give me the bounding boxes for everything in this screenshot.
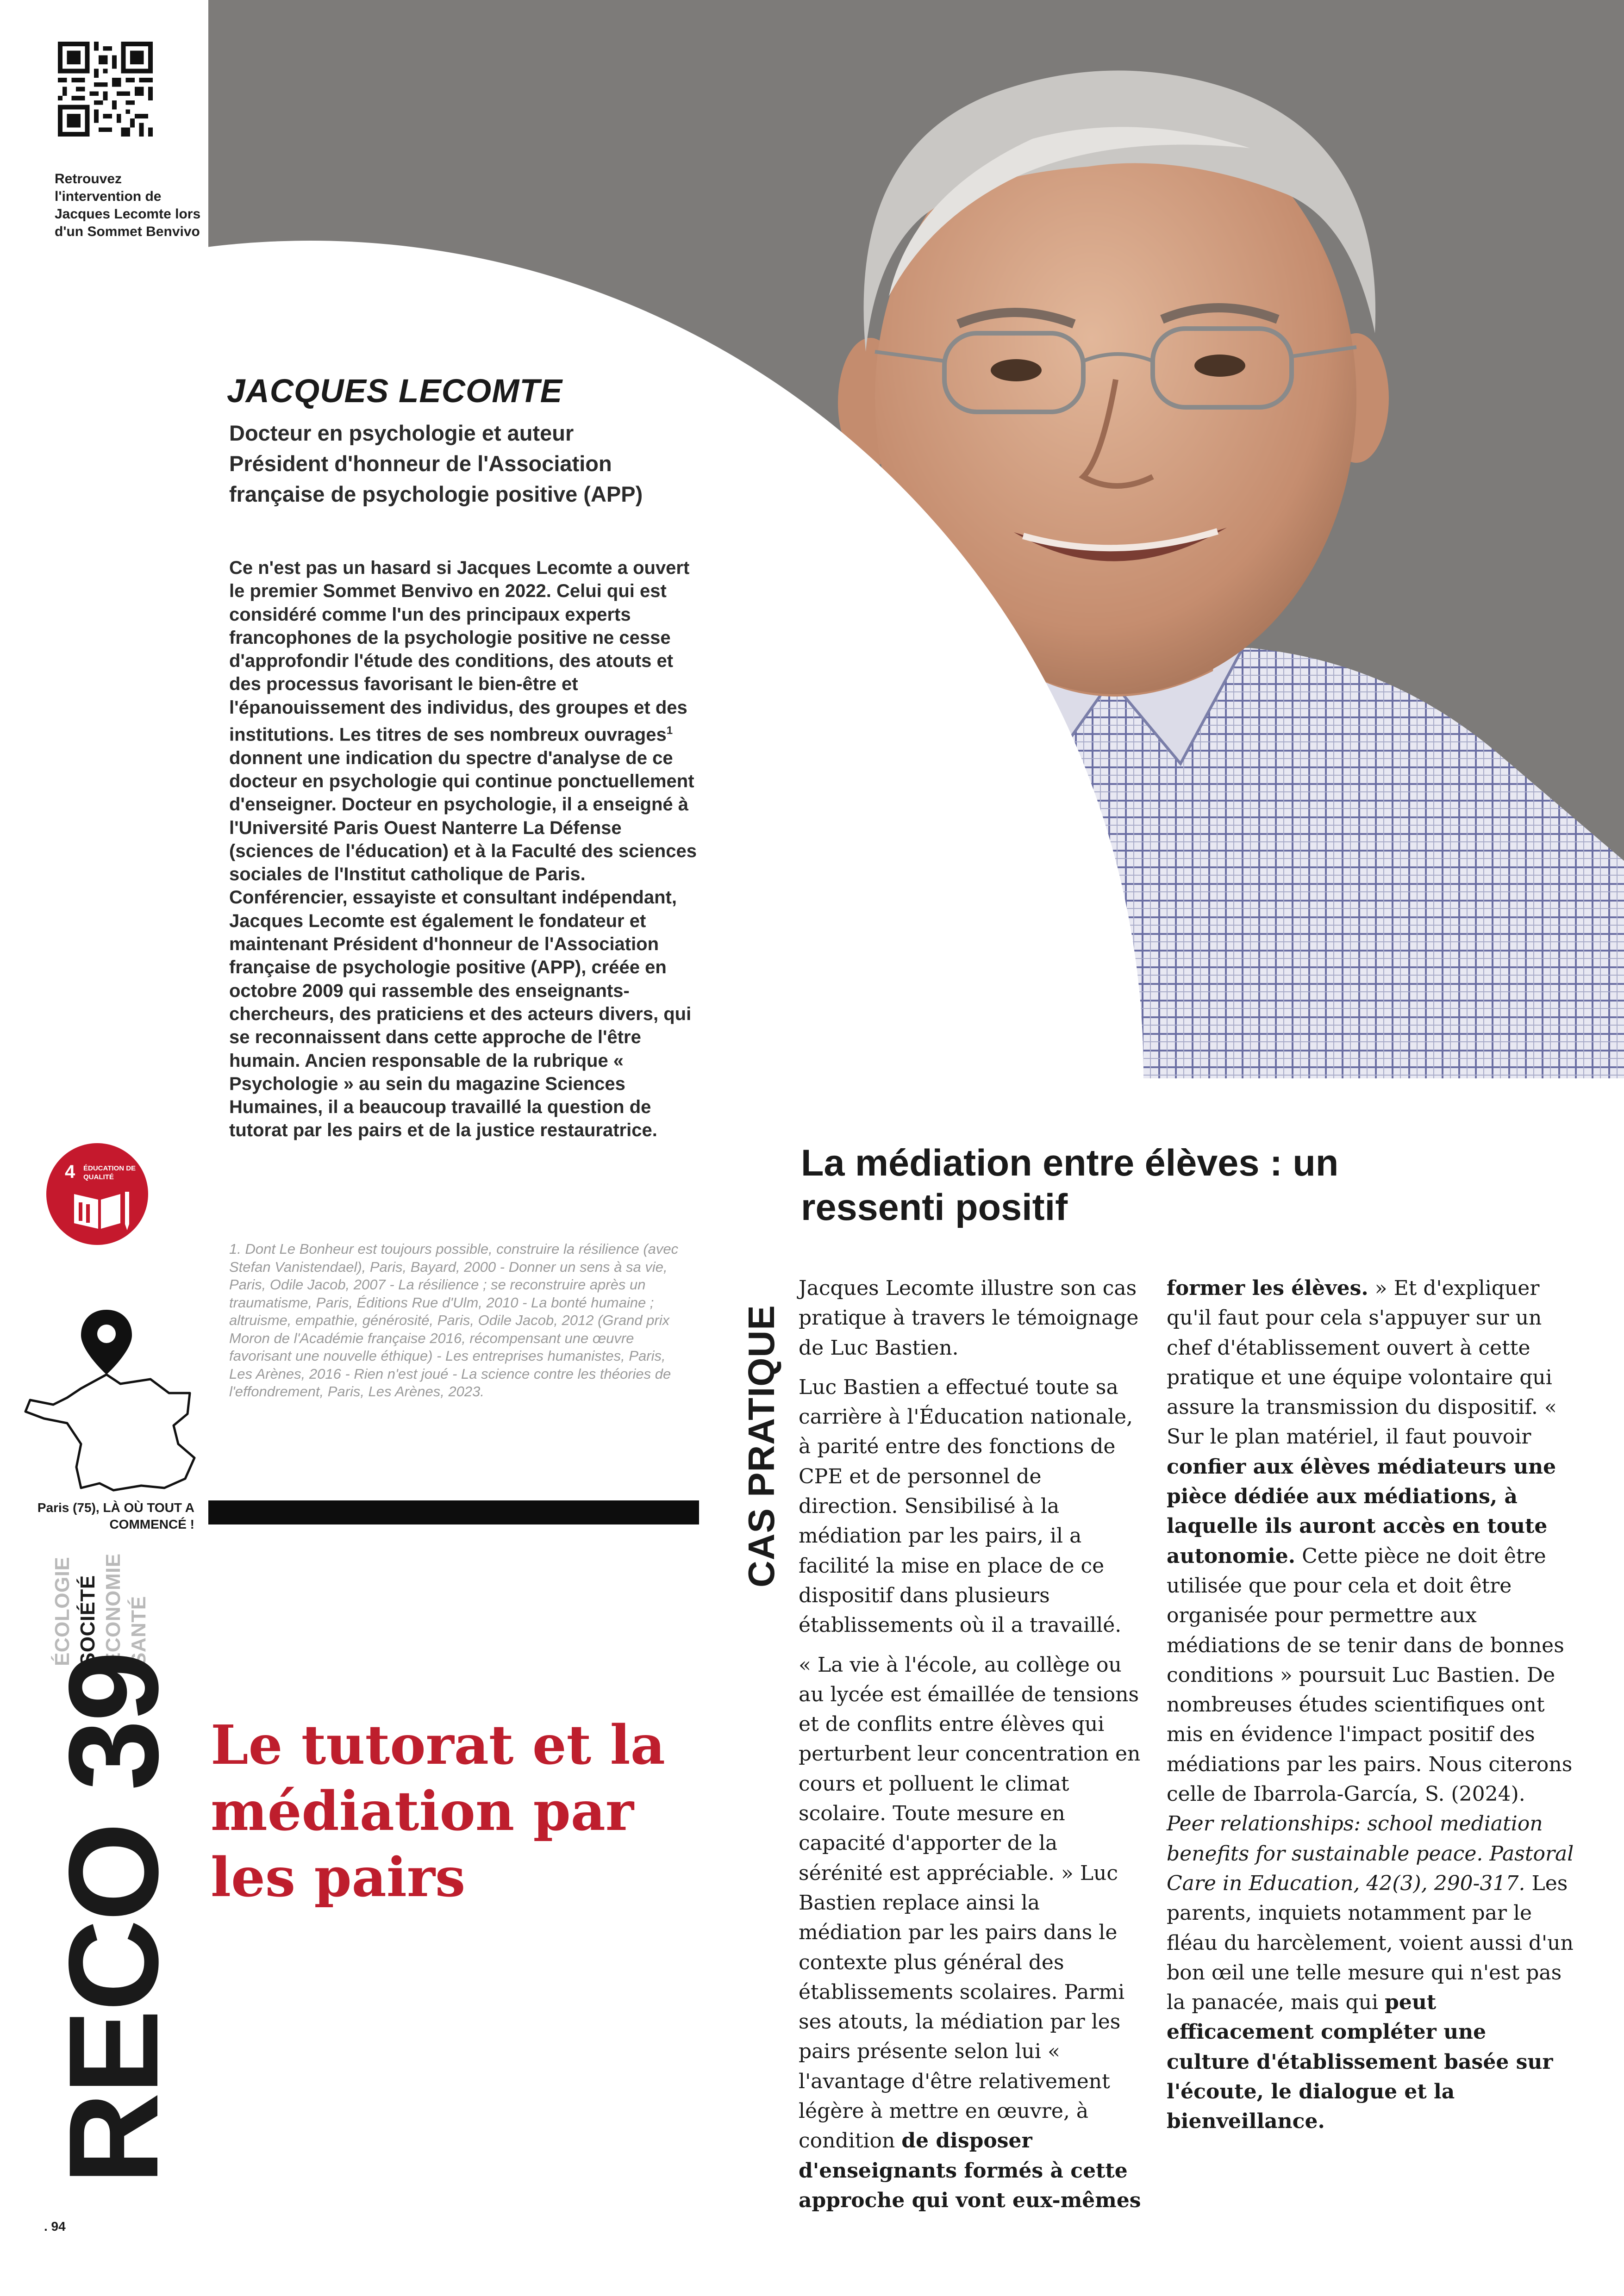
qr-caption: Retrouvez l'intervention de Jacques Lecomte lors d'un Sommet Benvivo [55, 171, 201, 239]
profile-role [229, 418, 701, 510]
case-label: CAS PRATIQUE [741, 1305, 782, 1587]
main-title: Le tutorat et la médiation par les pairs [211, 1714, 665, 1909]
case-column-2 [1167, 1274, 1574, 2147]
sdg-label: ÉDUCATION DE QUALITÉ [83, 1164, 136, 1181]
bio-part-a: Ce n'est pas un hasard si Jacques Lecomte a ouvert le premier Sommet Benvivo en 2022. Celui qui est considéré comme l'un des principaux experts francophones de la psychologie positive ne cesse d'approfondir l'étude des conditions, des atouts et des processus favorisant le bien-être et l'épanouissement des individus, des groupes et des institutions. Les titres de ses nombreux ouvrages [229, 558, 690, 745]
role-line-1: Docteur en psychologie et auteur [229, 421, 574, 445]
case-paragraph: Luc Bastien a effectué toute sa carrière à l'Éducation nationale, à parité entre des fonctions de CPE et de personnel de direction. Sensibilisé à la médiation par les pairs, il a facilité la mise en place de ce dispositif dans plusieurs établissements où il a travaillé. [799, 1375, 1133, 1637]
bio-part-b: donnent une indication du spectre d'analyse de ce docteur en psychologie qui continue ponctuellement d'enseigner. Docteur en psychologie, il a enseigné à l'Université Paris Ouest Nanterre La Défense (sciences de l'éducation) et à la Faculté des sciences sociales de l'Institut catholique de Paris. Conférencier, essayiste et consultant indépendant, Jacques Lecomte est également le fondateur et maintenant Président d'honneur de l'Association française de psychologie positive (APP), créée en octobre 2009 qui rassemble des enseignants-chercheurs, des praticiens et des acteurs divers, qui se reconnaissent dans cette approche de l'être humain. Ancien responsable de la rubrique « Psychologie » au sein du magazine Sciences Humaines, il a beaucoup travaillé la question de tutorat par les pairs et de la justice restauratrice. [229, 747, 697, 1141]
case-text: Cette pièce ne doit être utilisée que pour cela et doit être organisée pour permettre aux médiations de se tenir dans de bonnes conditions » poursuit Luc Bastien. De nombreuses études scientifiques ont mis en évidence l'impact positif des médiations par les pairs. Nous citerons celle de Ibarrola-García, S. (2024). [1167, 1544, 1573, 1806]
reco-label: RECO 39 [43, 1653, 185, 2184]
case-paragraph: Jacques Lecomte illustre son cas pratique à travers le témoignage de Luc Bastien. [799, 1276, 1139, 1360]
footnote-ref[interactable]: 1 [666, 724, 673, 737]
footnote: 1. Dont Le Bonheur est toujours possible, construire la résilience (avec Stefan Vanistendael), Paris, Bayard, 2000 - Donner un sens à sa vie, Paris, Odile Jacob, 2007 - La résilience ; se reconstruire après un traumatisme, Paris, Éditions Rue d'Ulm, 2010 - La bonté humaine ; altruisme, empathie, générosité, Paris, Odile Jacob, 2012 (Grand prix Moron de l'Académie française 2016, récompensant une œuvre favorisant une nouvelle éthique) - Les entreprises humanistes, Paris, Les Arènes, 2016 - Rien n'est joué - La science contre les théories de l'effondrement, Paris, Les Arènes, 2023. [229, 1241, 679, 1400]
case-text: « La vie à l'école, au collège ou au lycée est émaillée de tensions et de conflits entre élèves qui perturbent leur concentration en cours et polluent le climat scolaire. Toute mesure en capacité d'apporter de la sérénité est appréciable. » Luc Bastien replace ainsi la médiation par les pairs dans le contexte plus général des établissements scolaires. Parmi ses atouts, la médiation par les pairs présente selon lui « l'avantage d'être relativement légère à mettre en œuvre, à condition [799, 1653, 1141, 2153]
sdg-number: 4 [65, 1162, 75, 1182]
role-line-2: Président d'honneur de l'Association française de psychologie positive (APP) [229, 451, 643, 506]
topic-economie: ÉCONOMIE [102, 1553, 125, 1666]
case-paragraph [1167, 1274, 1574, 2137]
topic-ecologie: ÉCOLOGIE [51, 1556, 74, 1666]
topic-sante: SANTÉ [127, 1596, 150, 1666]
map-pin-icon [81, 1310, 132, 1375]
case-citation: Peer relationships: school mediation benefits for sustainable peace. Pastoral Care in Education, 42(3), 290-317. [1167, 1812, 1574, 1895]
map-caption: Paris (75), LÀ OÙ TOUT A COMMENCÉ ! [37, 1500, 194, 1531]
qr-code-icon[interactable] [58, 42, 153, 137]
case-emphasis: former les élèves. [1167, 1276, 1368, 1300]
profile-bio [229, 556, 701, 1142]
case-emphasis: confier aux élèves médiateurs une pièce dédiée aux médiations, à laquelle ils auront accès en toute autonomie. [1167, 1455, 1556, 1568]
page-number: . 94 [44, 2219, 66, 2234]
case-text: Les parents, inquiets notamment par le fléau du harcèlement, voient aussi d'un bon œil une telle mesure qui n'est pas la panacée, mais qui [1167, 1871, 1574, 2015]
case-text: » Et d'expliquer qu'il faut pour cela s'appuyer sur un chef d'établissement ouvert à cette pratique et une équipe volontaire qui assure la transmission du dispositif. « Sur le plan matériel, il faut pouvoir [1167, 1276, 1557, 1449]
case-emphasis: de disposer d'enseignants formés à cette approche qui vont eux-mêmes [799, 2129, 1141, 2212]
case-emphasis: peut efficacement compléter une culture d'établissement basée sur l'écoute, le dialogue et la bienveillance. [1167, 1991, 1553, 2134]
profile-name: JACQUES LECOMTE [227, 373, 563, 410]
topic-societe: SOCIÉTÉ [76, 1575, 99, 1666]
sdg-book-icon [69, 1189, 134, 1231]
case-title: La médiation entre élèves : un ressenti positif [801, 1142, 1339, 1228]
case-column-1 [799, 1274, 1146, 2225]
case-paragraph [799, 1650, 1146, 2216]
divider-bar [208, 1500, 699, 1524]
france-map-icon [12, 1305, 206, 1500]
